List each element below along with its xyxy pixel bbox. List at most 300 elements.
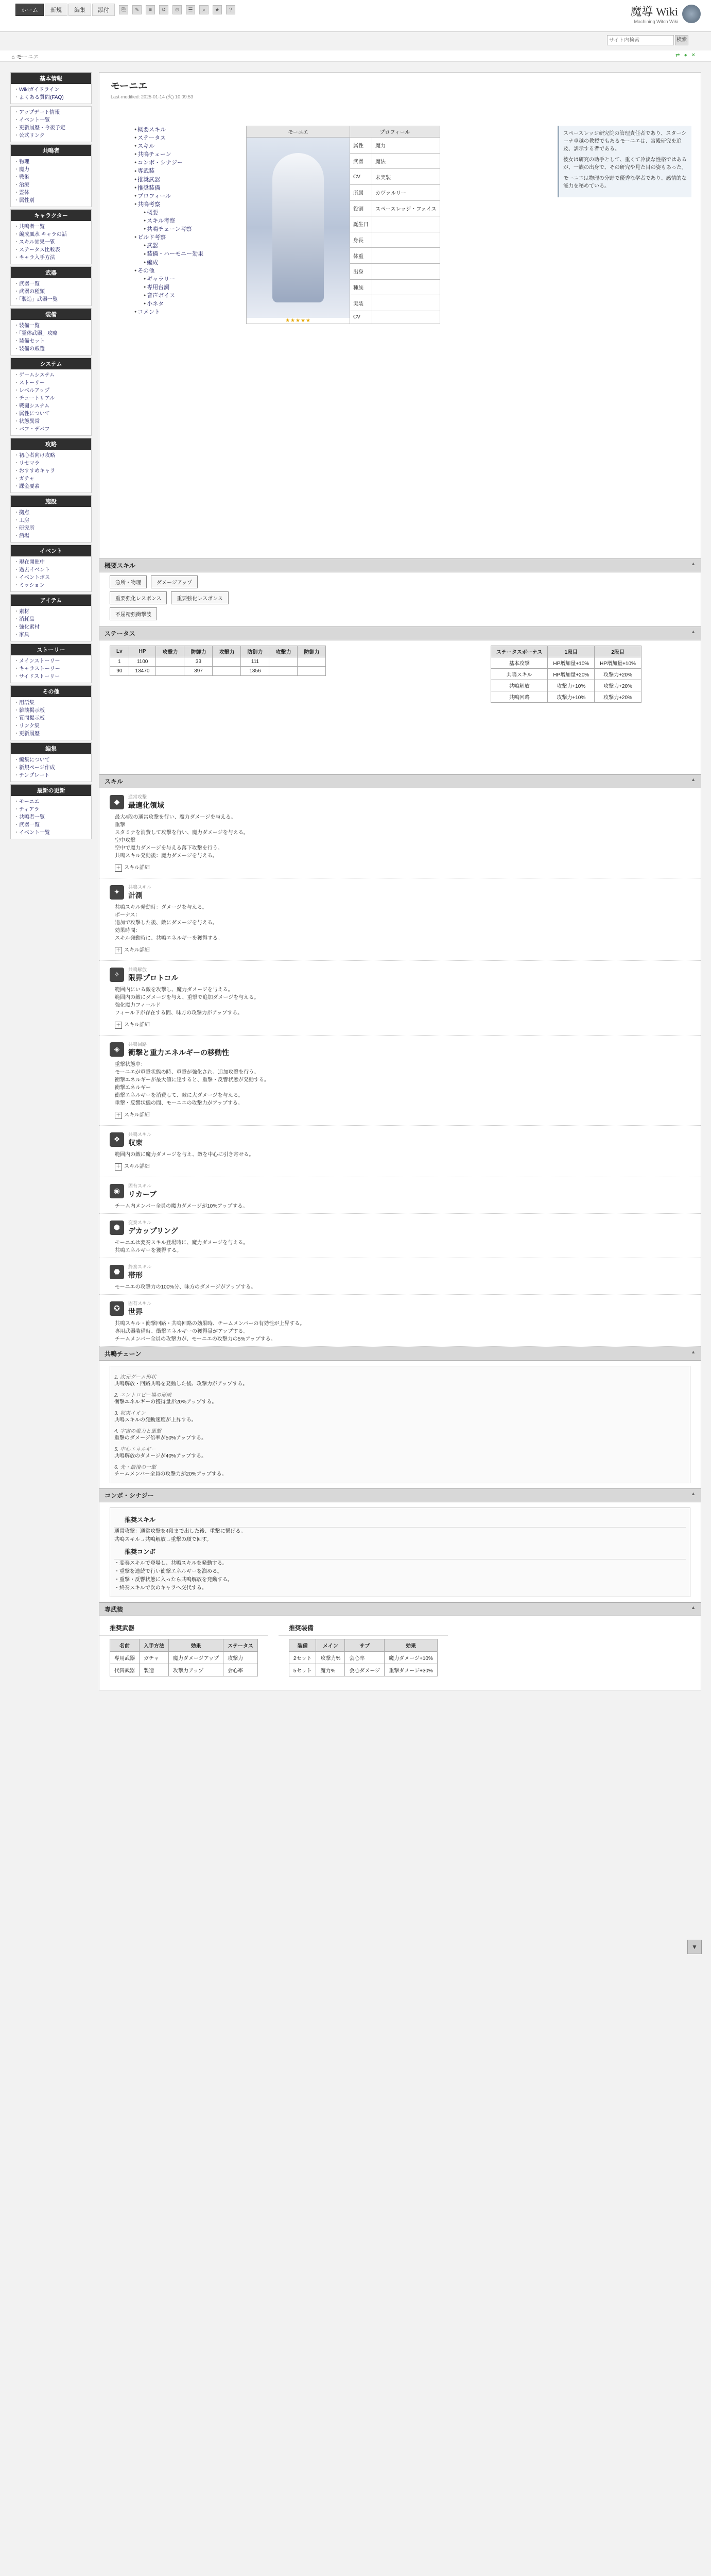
skill-text: 重撃 (115, 822, 125, 828)
table-header: 防御力 (241, 646, 269, 657)
table-cell: 会心率 (345, 1652, 385, 1664)
rarity-stars: ★★★★★ (285, 318, 311, 324)
sidebar-heading: 攻略 (11, 438, 91, 450)
table-header: サブ (345, 1639, 385, 1652)
skill-name: 収束 (128, 1139, 143, 1147)
skill-block (99, 1036, 701, 1126)
sidebar-item[interactable]: ・ 消耗品 (14, 616, 88, 623)
skill-text: 空中攻撃 (115, 838, 135, 843)
combo-line: ・重撃・反響状態に入ったら共鳴解放を発動する。 (114, 1577, 233, 1583)
sidebar-item[interactable]: ・ バフ・デバフ (14, 426, 88, 433)
scroll-down-button[interactable]: ▼ (687, 1940, 702, 1954)
weapon-tables (99, 1616, 701, 1690)
table-cell (269, 667, 298, 676)
weapon-table-title: 推奨武器 (99, 1620, 268, 1636)
sidebar-heading: 武器 (11, 267, 91, 278)
logo-subtitle: Machining Witch Wiki (634, 19, 678, 24)
table-cell: 5セット (289, 1664, 316, 1676)
last-modified: Last-modified: 2025-01-14 (火) 10:09:53 (111, 94, 194, 99)
status-bonus-table (491, 646, 641, 703)
description-paragraph: 彼女は研究の助手として、重くて冷淡な性格ではあるが、一族の出身で、その研究や見た目の姿もあった。 (563, 157, 687, 171)
sidebar-item[interactable]: ・ ミッション (14, 582, 88, 589)
table-header: 防御力 (298, 646, 326, 657)
sidebar-item[interactable]: ・ 強化素材 (14, 623, 88, 631)
toc-link[interactable]: ● 武器 (134, 242, 237, 250)
search-icon[interactable]: ⌕ (199, 5, 209, 14)
attack-pill: 急所・物理 (110, 575, 147, 588)
sidebar-item[interactable]: ・ 家具 (14, 631, 88, 639)
sidebar-item[interactable]: ・ レベルアップ (14, 387, 88, 395)
attack-pattern-list (110, 575, 690, 588)
table-cell: HP増加量+10% (548, 657, 595, 669)
copy-icon[interactable]: ⎘ (119, 5, 128, 14)
skill-icon: ◆ (110, 795, 124, 809)
sidebar-item[interactable]: ・ 共鳴者一覧 (14, 814, 88, 821)
section-header-summary[interactable]: 概要スキル ▲ (99, 558, 701, 572)
sidebar-item[interactable]: ・ テンプレート (14, 772, 88, 779)
sidebar-item[interactable]: ・ 新規ページ作成 (14, 764, 88, 772)
sidebar-item[interactable]: ・ ストーリー (14, 379, 88, 387)
chain-list (110, 1366, 690, 1483)
table-cell: 397 (184, 667, 213, 676)
sidebar-heading: アイテム (11, 595, 91, 606)
skill-text: 効果時間： (115, 928, 141, 934)
sidebar-item[interactable]: ・ チュートリアル (14, 395, 88, 402)
profile-key: 武器 (350, 153, 372, 169)
sidebar-item[interactable]: ・ 質問掲示板 (14, 715, 88, 722)
table-cell: 製造 (140, 1664, 169, 1676)
sidebar-item[interactable]: ・ ステータス比較表 (14, 246, 88, 254)
profile-key: 種族 (350, 279, 372, 295)
skill-type: 変奏スキル (128, 1220, 151, 1225)
skill-type: 共鳴スキル (128, 885, 151, 890)
profile-name-header: モーニエ (247, 126, 350, 138)
sidebar-block (10, 209, 92, 264)
skill-text: 重撃・反響状態の間、モーニエの攻撃力がアップする。 (115, 1100, 243, 1106)
sidebar-item[interactable]: ・ 更新履歴 (14, 730, 88, 738)
table-cell: 2セット (289, 1652, 316, 1664)
sidebar-item[interactable]: ・ 戦闘システム (14, 402, 88, 410)
combo-line: ・終奏スキルで次のキャラへ交代する。 (114, 1585, 207, 1591)
equip-table (289, 1639, 438, 1676)
list-icon[interactable]: ☰ (186, 5, 195, 14)
profile-value (372, 232, 440, 248)
skill-text: 重撃状態中： (115, 1062, 146, 1067)
sidebar-item[interactable]: ・ ガチャ (14, 475, 88, 483)
profile-value: 未実装 (372, 169, 440, 185)
logo-emblem (682, 5, 701, 23)
combo-box (110, 1507, 690, 1597)
skill-icon: ❖ (110, 1132, 124, 1147)
profile-key: 所属 (350, 184, 372, 200)
combo-line: 共鳴スキル→共鳴解放→重撃の順で回す。 (114, 1537, 212, 1543)
table-cell: 会心ダメージ (345, 1664, 385, 1676)
table-header: HP (129, 646, 156, 657)
skill-text: 空中で魔力ダメージを与える落下攻撃を行う。 (115, 845, 223, 851)
sidebar-item[interactable]: ・ サイドストーリー (14, 673, 88, 681)
toc-link[interactable]: ● 小ネタ (134, 300, 237, 308)
sidebar-item[interactable]: ・ 魔力 (14, 166, 88, 174)
toc-link[interactable]: ● 装備・ハーモニー効果 (134, 250, 237, 258)
skill-icon: ◉ (110, 1184, 124, 1198)
toc-link[interactable]: ● 音声ボイス (134, 292, 237, 300)
sidebar-item[interactable]: ・ リンク集 (14, 722, 88, 730)
section-header-status[interactable]: ステータス ▲ (99, 626, 701, 640)
profile-key: CV (350, 311, 372, 324)
section-header-weapon[interactable]: 専武装 ▲ (99, 1602, 701, 1616)
sidebar-item[interactable]: ・ イベントボス (14, 574, 88, 582)
sidebar-block (10, 545, 92, 592)
skill-list (99, 788, 701, 1347)
profile-key: 体重 (350, 248, 372, 264)
table-cell: ガチャ (140, 1652, 169, 1664)
profile-value (372, 264, 440, 280)
sidebar-block (10, 72, 92, 104)
toc-link[interactable]: ● コンボ・シナジー (134, 159, 237, 167)
sidebar-item[interactable]: ・ 治療 (14, 181, 88, 189)
table-cell (213, 657, 241, 667)
table-cell (298, 657, 326, 667)
twitter-icon[interactable]: ✕ (691, 53, 696, 58)
table-row (110, 1652, 258, 1664)
sidebar-item[interactable]: ・ 属性別 (14, 197, 88, 205)
sidebar-heading: その他 (11, 686, 91, 697)
nav-attach[interactable]: 添付 (92, 4, 115, 16)
chain-effect: 共鳴スキルの発動速度が上昇する。 (114, 1417, 197, 1423)
sidebar-item[interactable]: ・ モーニエ (14, 798, 88, 806)
sidebar-block (10, 495, 92, 543)
skill-name: 限界プロトコル (128, 974, 179, 982)
table-cell: 1356 (241, 667, 269, 676)
skill-text: 衝撃エネルギー (115, 1085, 151, 1091)
sidebar-item[interactable]: ・ 現在開催中 (14, 558, 88, 566)
chain-effect: 重撃のダメージ倍率が50%アップする。 (114, 1435, 207, 1441)
sidebar-item[interactable]: ・ おすすめキャラ (14, 467, 88, 475)
breadcrumb-bar (0, 50, 711, 62)
skill-block (99, 1177, 701, 1214)
sidebar-block (10, 106, 92, 142)
table-row (289, 1652, 437, 1664)
skill-detail-toggle[interactable]: ＋ スキル詳細 (115, 1162, 685, 1171)
skill-type: 共鳴スキル (128, 1132, 151, 1137)
nav-edit[interactable]: 編集 (68, 4, 91, 16)
profile-key: 実装 (350, 295, 372, 311)
sidebar-item[interactable]: ・ スキル効果一覧 (14, 239, 88, 246)
sidebar (10, 72, 92, 841)
skill-text: スタミナを消費して攻撃を行い、魔力ダメージを与える。 (115, 830, 249, 836)
table-row (491, 657, 641, 669)
skill-text: 共鳴スキル発動時：ダメージを与える。 (115, 905, 207, 910)
search-input[interactable] (607, 35, 674, 45)
table-cell: 魔力% (316, 1664, 345, 1676)
profile-value: 魔法 (372, 153, 440, 169)
chain-title: 1. 次元グーム形状 (114, 1375, 157, 1380)
table-cell: 魔力ダメージアップ (169, 1652, 223, 1664)
skill-name: 計測 (128, 891, 143, 900)
sidebar-item[interactable]: ・ 課金要素 (14, 483, 88, 490)
skill-text: 範囲内の敵にダメージを与え、重撃で追加ダメージを与える。 (115, 995, 259, 1001)
toc-link[interactable]: ● 概要 (134, 209, 237, 217)
rename-icon[interactable]: ✎ (132, 5, 142, 14)
sidebar-item[interactable]: ・ 状態異常 (14, 418, 88, 426)
sidebar-item[interactable]: ・ 素材 (14, 608, 88, 616)
backup-icon[interactable]: ↺ (159, 5, 168, 14)
attack-pill: 不屈精強衝撃波 (110, 607, 157, 620)
sidebar-item[interactable]: ・ 物理 (14, 158, 88, 166)
toc-link[interactable]: ● ビルド考察 (134, 233, 237, 242)
table-cell: 攻撃力アップ (169, 1664, 223, 1676)
skill-detail-toggle[interactable]: ＋ スキル詳細 (115, 863, 685, 872)
chain-title: 3. 収束イオン (114, 1411, 146, 1416)
sidebar-block (10, 643, 92, 683)
sidebar-item[interactable]: ・ 武器の種類 (14, 288, 88, 296)
skill-text: 最大4段の通常攻撃を行い、魔力ダメージを与える。 (115, 815, 236, 820)
overview-section (99, 105, 701, 558)
description-paragraph: モーニエは物理の分野で優秀な学者であり、感情的な能力を秘めている。 (563, 176, 687, 189)
toc-link[interactable]: ● 共鳴チェーン (134, 150, 237, 159)
skill-icon: ⬣ (110, 1265, 124, 1279)
profile-key: 役割 (350, 200, 372, 216)
sidebar-heading: 施設 (11, 496, 91, 507)
character-description (558, 126, 691, 197)
status-table (110, 646, 326, 676)
sidebar-item[interactable]: ・ リセマラ (14, 460, 88, 467)
profile-value (372, 311, 440, 324)
nav-new[interactable]: 新規 (45, 4, 67, 16)
skill-text: 衝撃エネルギーを消費して、敵に大ダメージを与える。 (115, 1093, 244, 1098)
toc-link[interactable]: ● その他 (134, 267, 237, 275)
status-area (99, 640, 701, 774)
sidebar-heading: 共鳴者 (11, 145, 91, 156)
profile-key: 属性 (350, 138, 372, 154)
table-header: 入手方法 (140, 1639, 169, 1652)
table-header: 攻撃力 (269, 646, 298, 657)
profile-value (372, 216, 440, 232)
sidebar-item[interactable]: ・ 装備の厳選 (14, 345, 88, 353)
sidebar-item[interactable]: ・ 編集について (14, 756, 88, 764)
table-header: ステータスボーナス (491, 646, 548, 657)
sidebar-item[interactable]: ・ よくある質問(FAQ) (14, 94, 88, 101)
skill-text: 共鳴スキル・衝撃回路・共鳴回路の効果時、チームメンバーの有効性が上昇する。 (115, 1321, 305, 1327)
skill-detail-toggle[interactable]: ＋ スキル詳細 (115, 945, 685, 954)
sidebar-item[interactable]: ・ 装備一覧 (14, 322, 88, 330)
section-header-chain[interactable]: 共鳴チェーン ▲ (99, 1347, 701, 1361)
toc-link[interactable]: ● 専武装 (134, 167, 237, 175)
skill-detail-toggle[interactable]: ＋ スキル詳細 (115, 1020, 685, 1029)
table-row (289, 1664, 437, 1676)
sidebar-item[interactable]: ・ 霊体 (14, 189, 88, 197)
skill-icon: ✦ (110, 885, 124, 900)
skill-text: チームメンバー全員の攻撃力が、モーニエの攻撃力の5%アップする。 (115, 1336, 276, 1342)
skill-text: モーニエの攻撃力の100%分、味方のダメージがアップする。 (115, 1284, 256, 1290)
toc-link[interactable]: ● 概要スキル (134, 126, 237, 134)
toc-link[interactable]: ● 推奨装備 (134, 184, 237, 192)
table-row (110, 667, 326, 676)
equip-table-title: 推奨装備 (279, 1620, 448, 1636)
profile-header: プロフィール (350, 126, 440, 138)
logo-title: 魔導 Wiki (630, 5, 678, 18)
table-cell: 共鳴回路 (491, 691, 548, 703)
sidebar-item[interactable]: ・ 用語集 (14, 699, 88, 707)
sidebar-item[interactable]: ・ 過去イベント (14, 566, 88, 574)
table-header: Lv (110, 646, 129, 657)
toc-link[interactable]: ● 推奨武器 (134, 176, 237, 184)
description-paragraph: スペースレッジ研究院の管理責任者であり、スターシーナ卓越の教授でもあるモーニエは、宮殿研究を追及、訓示する者である。 (563, 131, 687, 152)
skill-text: チーム内メンバー全員の魔力ダメージが10%アップする。 (115, 1204, 248, 1209)
table-cell (269, 657, 298, 667)
skill-detail-toggle[interactable]: ＋ スキル詳細 (115, 1110, 685, 1119)
toc-link[interactable]: ● スキル考察 (134, 217, 237, 225)
sidebar-item[interactable]: ・ ティアラ (14, 806, 88, 814)
table-header: メイン (316, 1639, 345, 1652)
sidebar-item[interactable]: ・ 拠点 (14, 509, 88, 517)
skill-icon: ⬢ (110, 1221, 124, 1235)
sidebar-item[interactable]: ・ 雑談掲示板 (14, 707, 88, 715)
table-cell: 111 (241, 657, 269, 667)
table-cell: 代替武器 (110, 1664, 140, 1676)
toc-link[interactable]: ● プロフィール (134, 192, 237, 200)
share-icon[interactable]: ⇄ (675, 53, 680, 58)
table-cell: 攻撃力% (316, 1652, 345, 1664)
sidebar-item[interactable]: ・ Wikiガイドライン (14, 86, 88, 94)
skill-text: フィールドが存在する間、味方の攻撃力がアップする。 (115, 1010, 243, 1016)
sidebar-item[interactable]: ・ 共鳴者一覧 (14, 223, 88, 231)
skill-block (99, 878, 701, 961)
skill-text: 共鳴スキル発動後：魔力ダメージを与える。 (115, 853, 218, 859)
sidebar-block (10, 358, 92, 436)
sidebar-item[interactable]: ・ 初心者向け攻略 (14, 452, 88, 460)
sidebar-item[interactable]: ・ 武器一覧 (14, 280, 88, 288)
breadcrumb[interactable] (11, 53, 39, 61)
sidebar-block (10, 308, 92, 355)
nav-home[interactable]: ホーム (15, 4, 44, 16)
skill-text: モーニエは変奏スキル登場時に、魔力ダメージを与える。 (115, 1240, 249, 1246)
combo-head: 推奨コンボ (114, 1544, 686, 1560)
table-row (491, 680, 641, 691)
attack-pattern-list (110, 591, 690, 604)
sidebar-item[interactable]: ・ 公式リンク (14, 132, 88, 140)
table-cell (156, 657, 184, 667)
sidebar-heading: 基本情報 (11, 73, 91, 84)
table-cell: 攻撃力+10% (548, 680, 595, 691)
section-header-skill[interactable]: スキル ▲ (99, 774, 701, 788)
sidebar-item[interactable]: ・ キャラストーリー (14, 665, 88, 673)
profile-table (246, 126, 440, 324)
skill-block (99, 961, 701, 1036)
sidebar-item[interactable]: ・ 武器一覧 (14, 821, 88, 829)
sidebar-item[interactable]: ・ 「霊体武器」攻略 (14, 330, 88, 337)
sidebar-item[interactable]: ・ 「製造」武器一覧 (14, 296, 88, 303)
table-header: 2段目 (595, 646, 641, 657)
page-title: モーニエ (111, 81, 148, 91)
table-row (110, 1664, 258, 1676)
history-icon[interactable]: ⏲ (172, 5, 182, 14)
help-icon[interactable]: ? (226, 5, 235, 14)
toc-link[interactable]: ● 編成 (134, 259, 237, 267)
sidebar-item[interactable]: ・ 工房 (14, 517, 88, 524)
toc-link[interactable]: ● コメント (134, 308, 237, 316)
toc-link[interactable]: ● 共鳴チェーン考察 (134, 225, 237, 233)
sidebar-item[interactable]: ・ 更新履歴・今後予定 (14, 124, 88, 132)
table-header: 装備 (289, 1639, 316, 1652)
skill-block (99, 1126, 701, 1177)
sidebar-heading: 装備 (11, 309, 91, 320)
table-header: 効果 (385, 1639, 438, 1652)
sidebar-block (10, 144, 92, 207)
sidebar-item[interactable]: ・ 酒場 (14, 532, 88, 540)
share-icons (675, 53, 696, 58)
sidebar-item[interactable]: ・ 属性について (14, 410, 88, 418)
sidebar-item[interactable]: ・ メインストーリー (14, 657, 88, 665)
attack-pill: 重要強化レスポンス (110, 591, 167, 604)
toc-link[interactable]: ● 専用台詞 (134, 283, 237, 292)
sidebar-heading: イベント (11, 545, 91, 556)
chain-title: 6. 光・最後の一撃 (114, 1465, 157, 1470)
sidebar-item[interactable]: ・ 戦術 (14, 174, 88, 181)
recent-icon[interactable]: ★ (213, 5, 222, 14)
skill-icon: ✧ (110, 968, 124, 982)
sidebar-item[interactable]: ・ アップデート情報 (14, 109, 88, 116)
top-nav (15, 4, 235, 15)
table-cell: 基本攻撃 (491, 657, 548, 669)
section-header-combo[interactable]: コンボ・シナジー ▲ (99, 1488, 701, 1502)
table-row (491, 669, 641, 680)
sidebar-item[interactable]: ・ 装備セット (14, 337, 88, 345)
table-cell: 攻撃力+20% (595, 691, 641, 703)
chain-title: 4. 宇宙の魔力と衝撃 (114, 1429, 162, 1434)
table-cell: 攻撃力+10% (548, 691, 595, 703)
table-cell: 攻撃力+20% (595, 680, 641, 691)
sidebar-item[interactable]: ・ ゲームシステム (14, 371, 88, 379)
sidebar-item[interactable]: ・ イベント一覧 (14, 829, 88, 837)
combo-line: 通常攻撃：通常攻撃を4段まで出した後、重撃に繋げる。 (114, 1529, 246, 1534)
skill-text: モーニエが重撃状態の時、重撃が強化され、追加攻撃を行う。 (115, 1070, 259, 1075)
profile-value (372, 279, 440, 295)
sidebar-item[interactable]: ・ イベント一覧 (14, 116, 88, 124)
line-icon[interactable]: ● (684, 53, 687, 58)
profile-key: CV (350, 169, 372, 185)
skill-text: 共鳴エネルギーを獲得する。 (115, 1248, 182, 1253)
toc-link[interactable]: ● ステータス (134, 134, 237, 142)
site-logo[interactable] (630, 3, 701, 24)
chain-effect: 衝撃エネルギーの獲得量が20%アップする。 (114, 1399, 217, 1405)
sidebar-heading: キャラクター (11, 210, 91, 221)
table-header: 名前 (110, 1639, 140, 1652)
table-cell: 攻撃力+20% (595, 669, 641, 680)
sidebar-heading: システム (11, 358, 91, 369)
sidebar-item[interactable]: ・ キャラ入手方法 (14, 254, 88, 262)
sidebar-heading: 編集 (11, 743, 91, 754)
weapon-table (110, 1639, 258, 1676)
search-button[interactable]: 検索 (675, 35, 688, 45)
table-cell: 共鳴スキル (491, 669, 548, 680)
toc-link[interactable]: ● 共鳴考察 (134, 200, 237, 209)
profile-value: スペースレッジ・フェイス (372, 200, 440, 216)
diff-icon[interactable]: ≡ (146, 5, 155, 14)
table-cell (156, 667, 184, 676)
skill-block (99, 1295, 701, 1347)
table-cell: HP増加量+10% (595, 657, 641, 669)
profile-key: 出身 (350, 264, 372, 280)
toc-link[interactable]: ● スキル (134, 142, 237, 150)
sidebar-heading: 最新の更新 (11, 785, 91, 796)
profile-key: 身長 (350, 232, 372, 248)
sidebar-item[interactable]: ・ 編成風水 キャラの話 (14, 231, 88, 239)
sidebar-item[interactable]: ・ 研究所 (14, 524, 88, 532)
sidebar-heading: ストーリー (11, 644, 91, 655)
toc-link[interactable]: ● ギャラリー (134, 275, 237, 283)
sidebar-block (10, 742, 92, 782)
